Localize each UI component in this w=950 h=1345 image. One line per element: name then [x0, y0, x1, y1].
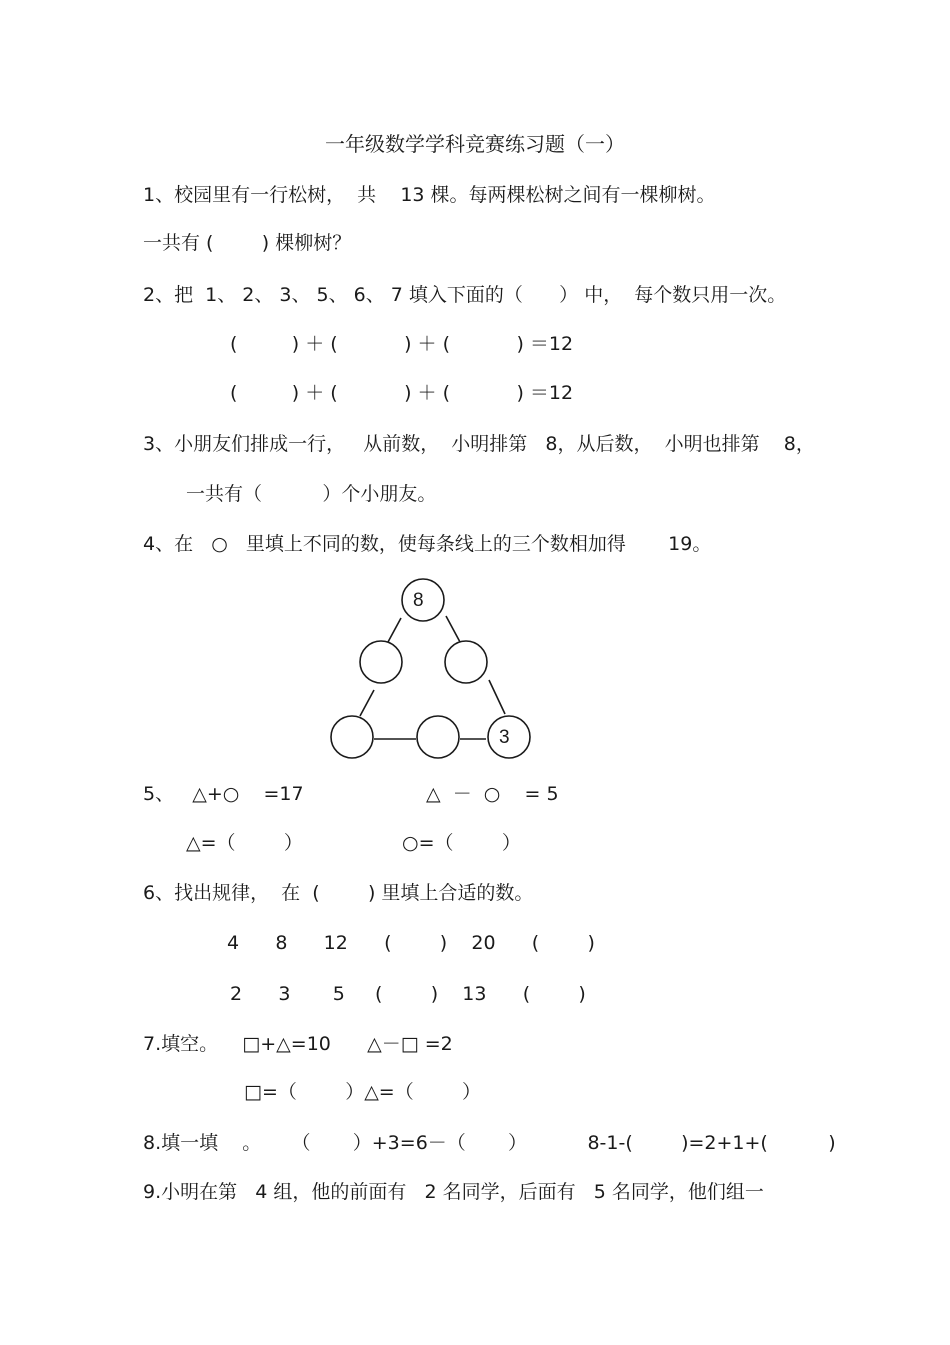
connector-line	[446, 616, 460, 642]
circle-bottom-left	[331, 716, 373, 758]
connector-line	[489, 680, 505, 714]
question-9-line-1: 9.小明在第 4 组，他的前面有 2 名同学，后面有 5 名同学，他们组一	[143, 1181, 764, 1203]
question-8-line-1: 8.填一填 。 （ ）+3=6－（ ） 8-1-( )=2+1+( )	[143, 1132, 836, 1154]
circle-left-middle	[360, 641, 402, 683]
question-1-line-1: 1、校园里有一行松树， 共 13 棵。每两棵松树之间有一棵柳树。	[143, 184, 716, 206]
question-1-line-2: 一共有 ( ) 棵柳树？	[143, 232, 352, 254]
question-2-equation-2: ( ) ＋ ( ) ＋ ( ) ＝12	[230, 382, 574, 404]
question-7-line-2: □=（ ）△=（ ）	[244, 1081, 482, 1103]
circle-corner-value: 3	[499, 727, 510, 748]
question-2-line-1: 2、把 1、 2、 3、 5、 6、 7 填入下面的（ ） 中， 每个数只用一次。	[143, 284, 787, 306]
connector-line	[360, 690, 374, 716]
question-5-equation-right: △ － ○ = 5	[426, 783, 559, 805]
connector-line	[388, 618, 401, 642]
question-6-sequence-1: 4 8 12 ( ) 20 ( )	[227, 932, 595, 954]
question-4-line-1: 4、在 ○ 里填上不同的数，使每条线上的三个数相加得 19。	[143, 533, 712, 555]
question-7-line-1: 7.填空。 □+△=10 △－□ =2	[143, 1033, 453, 1055]
question-5-equation-left: 5、 △+○ =17	[143, 783, 304, 805]
question-5-answer-left: △=（ ）	[186, 832, 303, 854]
circle-right-middle	[445, 641, 487, 683]
question-3-line-2: 一共有（ ）个小朋友。	[186, 483, 437, 505]
page-title: 一年级数学学科竞赛练习题（一）	[325, 132, 625, 156]
circle-top-value: 8	[413, 590, 424, 611]
question-6-sequence-2: 2 3 5 ( ) 13 ( )	[230, 983, 586, 1005]
circle-bottom-middle	[417, 716, 459, 758]
question-3-line-1: 3、小朋友们排成一行， 从前数， 小明排第 8，从后数， 小明也排第 8，	[143, 433, 815, 455]
question-5-answer-right: ○=（ ）	[402, 832, 521, 854]
question-2-equation-1: ( ) ＋ ( ) ＋ ( ) ＝12	[230, 333, 574, 355]
question-6-line-1: 6、找出规律， 在 ( ) 里填上合适的数。	[143, 882, 534, 904]
